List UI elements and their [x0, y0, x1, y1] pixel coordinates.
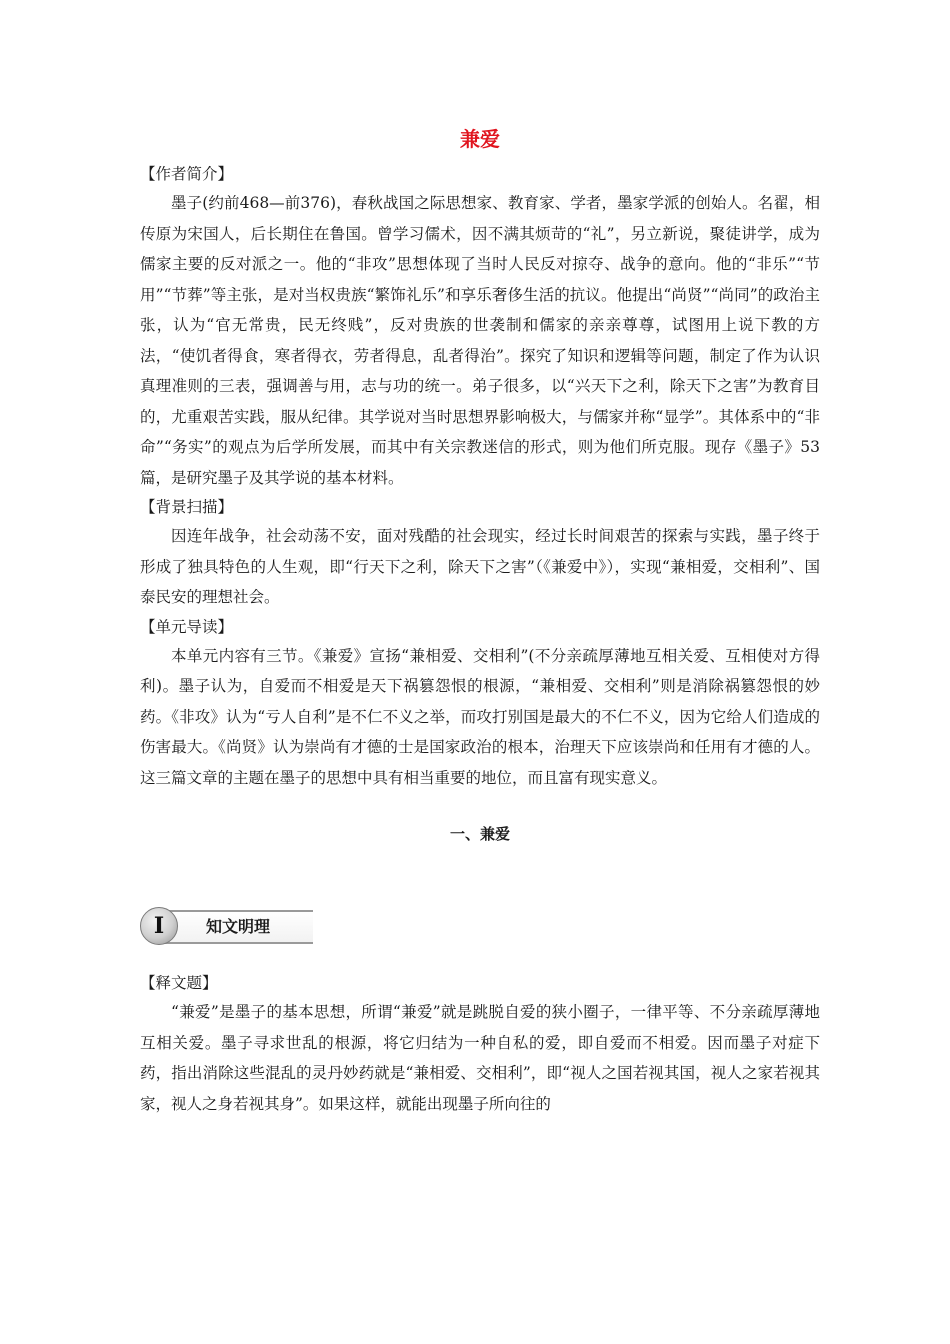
roman-numeral-badge-icon: I [140, 907, 178, 945]
document-page [140, 118, 820, 1119]
background-heading: 【背景扫描】 [140, 498, 234, 516]
unit-guide-heading: 【单元导读】 [140, 617, 234, 636]
title-explain-heading: 【释文题】 [140, 974, 218, 992]
page-title: 兼爱 [460, 127, 500, 151]
background-paragraph: 因连年战争，社会动荡不安，面对残酷的社会现实，经过长时间艰苦的探索与实践，墨子终于形成了独具特色的人生观，即“行天下之利，除天下之害”（《兼爱中》），实现“兼相爱，交相利”、国泰民安的理想社会。 [140, 527, 820, 606]
section-banner [140, 907, 315, 947]
section-title: 一、兼爱 [449, 825, 510, 843]
author-intro-paragraph: 墨子(约前468—前376)，春秋战国之际思想家、教育家、学者，墨家学派的创始人。名翟，相传原为宋国人，后长期住在鲁国。曾学习儒术，因不满其烦苛的“礼”，另立新说，聚徒讲学，成为儒家主要的反对派之一。他的“非攻”思想体现了当时人民反对掠夺、战争的意向。他的“非乐”“节用”“节葬”等主张，是对当权贵族“繁饰礼乐”和享乐奢侈生活的抗议。他提出“尚贤”“尚同”的政治主张，认为“官无常贵，民无终贱”，反对贵族的世袭制和儒家的亲亲尊尊，试图用上说下教的方法，“使饥者得食，寒者得衣，劳者得息，乱者得治”。探究了知识和逻辑等问题，制定了作为认识真理准则的三表，强调善与用，志与功的统一。弟子很多，以“兴天下之利，除天下之害”为教育目的，尤重艰苦实践，服从纪律。其学说对当时思想界影响极大，与儒家并称“显学”。其体系中的“非命”“务实”的观点为后学所发展，而其中有关宗教迷信的形式，则为他们所克服。现存《墨子》53篇，是研究墨子及其学说的基本材料。 [140, 194, 820, 487]
author-intro-heading: 【作者简介】 [140, 165, 234, 183]
unit-guide-paragraph: 本单元内容有三节。《兼爱》宣扬“兼相爱、交相利”(不分亲疏厚薄地互相关爱、互相使对方得利)。墨子认为，自爱而不相爱是天下祸篡怨恨的根源，“兼相爱、交相利”则是消除祸篡怨恨的妙药。《非攻》认为“亏人自利”是不仁不义之举，而攻打别国是最大的不仁不义，因为它给人们造成的伤害最大。《尚贤》认为崇尚有才德的士是国家政治的根本，治理天下应该崇尚和任用有才德的人。这三篇文章的主题在墨子的思想中具有相当重要的地位，而且富有现实意义。 [140, 646, 820, 787]
title-explain-paragraph: “兼爱”是墨子的基本思想，所谓“兼爱”就是跳脱自爱的狭小圈子，一律平等、不分亲疏厚薄地互相关爱。墨子寻求世乱的根源，将它归结为一种自私的爱，即自爱而不相爱。因而墨子对症下药，指出消除这些混乱的灵丹妙药就是“兼相爱、交相利”，即“视人之国若视其国，视人之家若视其家，视人之身若视其身”。如果这样，就能出现墨子所向往的 [140, 1003, 820, 1113]
banner-label: 知文明理 [206, 917, 271, 936]
